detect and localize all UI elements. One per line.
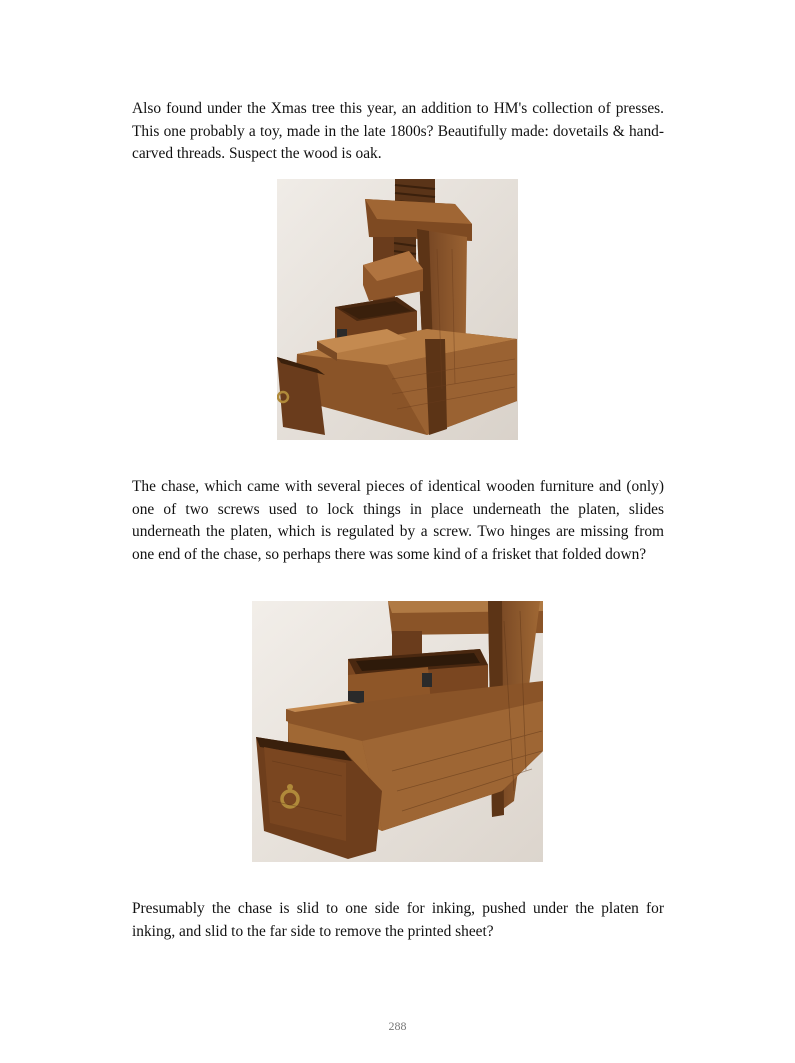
- inking-paragraph: Presumably the chase is slid to one side for inking, pushed under the platen for inking, and slid to the far side to remove the printed sheet?: [132, 900, 664, 940]
- photo-toy-press-chase-closeup: [252, 601, 543, 862]
- chase-paragraph: The chase, which came with several pieces of identical wooden furniture and (only) one of two screws used to lock things in place underneath the platen, slides underneath the platen, which is regulated by a screw. Two hinges are missing from one end of the chase, so perhaps there was some kind of a frisket that folded down?: [132, 478, 664, 563]
- page-number: 288: [388, 1019, 407, 1033]
- intro-paragraph: Also found under the Xmas tree this year, an addition to HM's collection of presses. This one probably a toy, made in the late 1800s? Beautifully made: dovetails & hand-carved threads. Suspect the wood is oak.: [132, 100, 664, 162]
- photo-toy-press-overview: [277, 179, 518, 440]
